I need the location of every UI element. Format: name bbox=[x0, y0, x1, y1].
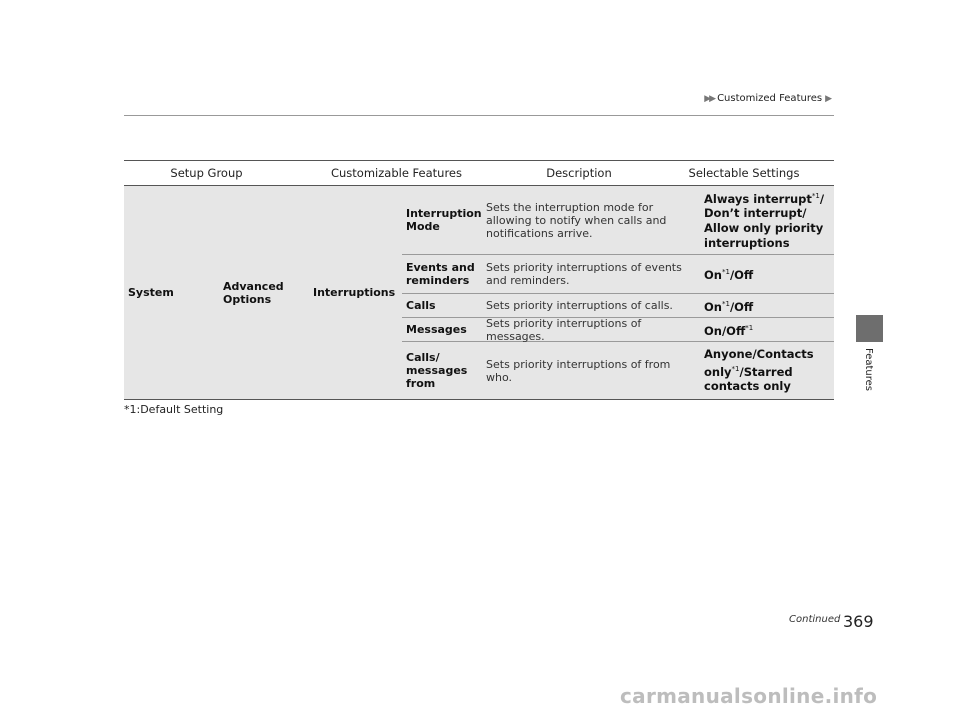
header-customizable-features: Customizable Features bbox=[330, 166, 462, 180]
table-body bbox=[124, 186, 834, 400]
table-row-description: Sets priority interruptions of calls. bbox=[482, 294, 700, 318]
header-setup-group: Setup Group bbox=[170, 166, 243, 180]
sub-group-cell: Advanced Options bbox=[223, 279, 284, 306]
settings-table bbox=[124, 160, 834, 400]
table-row-description: Sets priority interruptions of events and reminders. bbox=[482, 255, 700, 294]
section-tab bbox=[856, 315, 883, 342]
table-row-setting: On/Off$^{*1}$ bbox=[700, 318, 834, 342]
table-row-item: Calls bbox=[402, 294, 482, 318]
breadcrumb-label: Customized Features bbox=[717, 93, 823, 104]
table-row-setting: Anyone/Contacts only$^{*1}$/Starred contacts only bbox=[704, 346, 814, 394]
section-tab-label: Features bbox=[863, 348, 874, 391]
table-row-item: Interruption Mode bbox=[402, 186, 482, 255]
watermark: carmanualsonline.info bbox=[620, 684, 878, 708]
table-row-description: Sets the interruption mode for allowing to notify when calls and notifications arrive. bbox=[482, 186, 700, 255]
arrow-icon: ▶ bbox=[825, 93, 832, 104]
table-row-item: Events and reminders bbox=[402, 255, 482, 294]
header-selectable-settings: Selectable Settings bbox=[688, 166, 800, 180]
page-number: 369 bbox=[843, 612, 874, 631]
header-description: Description bbox=[546, 166, 612, 180]
table-header bbox=[124, 160, 834, 186]
footnote: *1:Default Setting bbox=[124, 403, 224, 416]
table-row-description: Sets priority interruptions of from who. bbox=[486, 357, 671, 384]
table-row-item: Messages bbox=[402, 318, 482, 342]
top-divider bbox=[124, 115, 834, 116]
feature-cell: Interruptions bbox=[313, 286, 396, 299]
table-row-description: Sets priority interruptions of messages. bbox=[482, 318, 700, 342]
breadcrumb bbox=[704, 93, 832, 104]
table-row-item: Calls/ messages from bbox=[406, 351, 468, 390]
table-row-setting: On$^{*1}$/Off bbox=[700, 255, 834, 294]
continued-label: Continued bbox=[789, 614, 841, 625]
group-cell: System bbox=[128, 286, 174, 299]
table-row-setting: Always interrupt$^{*1}$/ Don’t interrupt/ Allow only priority interruptions bbox=[700, 186, 834, 255]
table-row-setting: On$^{*1}$/Off bbox=[700, 294, 834, 318]
double-arrow-icon: ▶▶ bbox=[704, 93, 715, 104]
